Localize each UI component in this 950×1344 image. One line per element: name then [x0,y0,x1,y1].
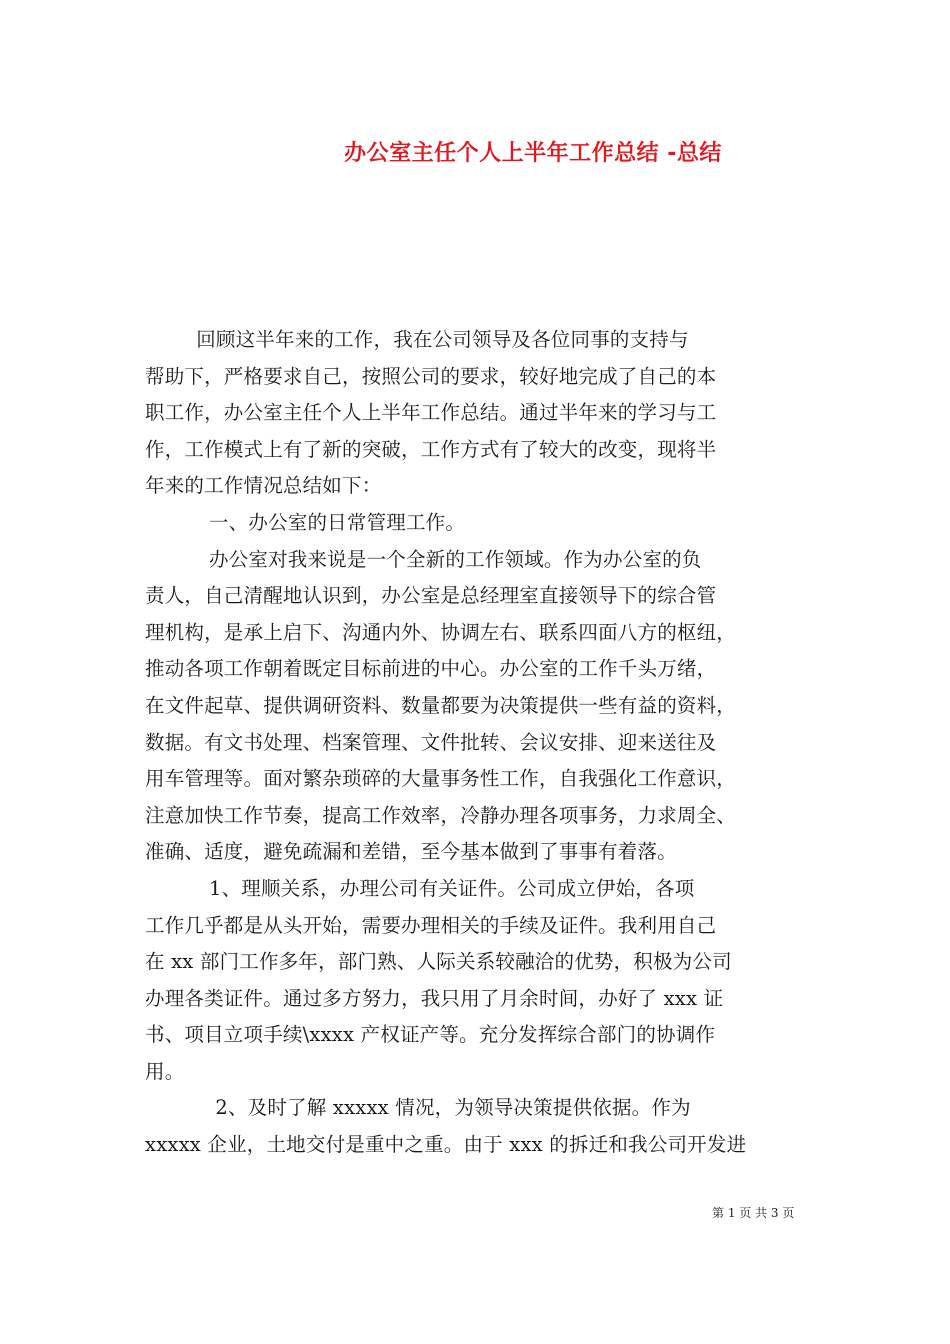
body-line: 办理各类证件。通过多方努力，我只用了月余时间，办好了 xxx 证 [145,986,724,1010]
body-line: 数据。有文书处理、档案管理、文件批转、会议安排、迎来送往及 [145,730,717,754]
body-line: 年来的工作情况总结如下： [145,474,382,498]
body-line: 作，工作模式上有了新的突破，工作方式有了较大的改变，现将半 [145,437,717,461]
body-line: 回顾这半年来的工作，我在公司领导及各位同事的支持与 [145,328,689,351]
body-line: 注意加快工作节奏，提高工作效率，冷静办理各项事务，力求周全、 [145,803,737,827]
body-line: 用。 [145,1059,185,1083]
body-line: 准确、适度，避免疏漏和差错，至今基本做到了事事有着落。 [145,840,677,864]
document-body [145,322,810,1164]
body-line: 理机构，是承上启下、沟通内外、协调左右、联系四面八方的枢纽， [145,620,737,644]
page-number: 第 1 页 共 3 页 [712,1206,795,1220]
body-line: 职工作，办公室主任个人上半年工作总结。通过半年来的学习与工 [145,401,717,425]
section-heading: 一、办公室的日常管理工作。 [145,510,466,534]
body-line: 用车管理等。面对繁杂琐碎的大量事务性工作，自我强化工作意识， [145,767,737,791]
body-line: 办公室对我来说是一个全新的工作领域。作为办公室的负 [145,547,702,571]
body-line: 在文件起草、提供调研资料、数量都要为决策提供一些有益的资料， [145,693,737,717]
document-title: 办公室主任个人上半年工作总结 -总结 [344,141,722,166]
body-line: 1、理顺关系，办理公司有关证件。公司成立伊始，各项 [145,876,695,900]
body-line: 责人，自己清醒地认识到，办公室是总经理室直接领导下的综合管 [145,584,717,608]
body-line: 工作几乎都是从头开始，需要办理相关的手续及证件。我利用自己 [145,913,717,937]
body-line: xxxxx 企业，土地交付是重中之重。由于 xxx 的拆迁和我公司开发进 [145,1133,747,1157]
body-line: 书、项目立项手续\xxxx 产权证产等。充分发挥综合部门的协调作 [145,1023,716,1047]
body-line: 推动各项工作朝着既定目标前进的中心。办公室的工作千头万绪， [145,657,717,681]
body-line: 2、及时了解 xxxxx 情况，为领导决策提供依据。作为 [145,1096,691,1120]
body-line: 在 xx 部门工作多年，部门熟、人际关系较融洽的优势，积极为公司 [145,950,732,974]
body-line: 帮助下，严格要求自己，按照公司的要求，较好地完成了自己的本 [145,364,717,388]
